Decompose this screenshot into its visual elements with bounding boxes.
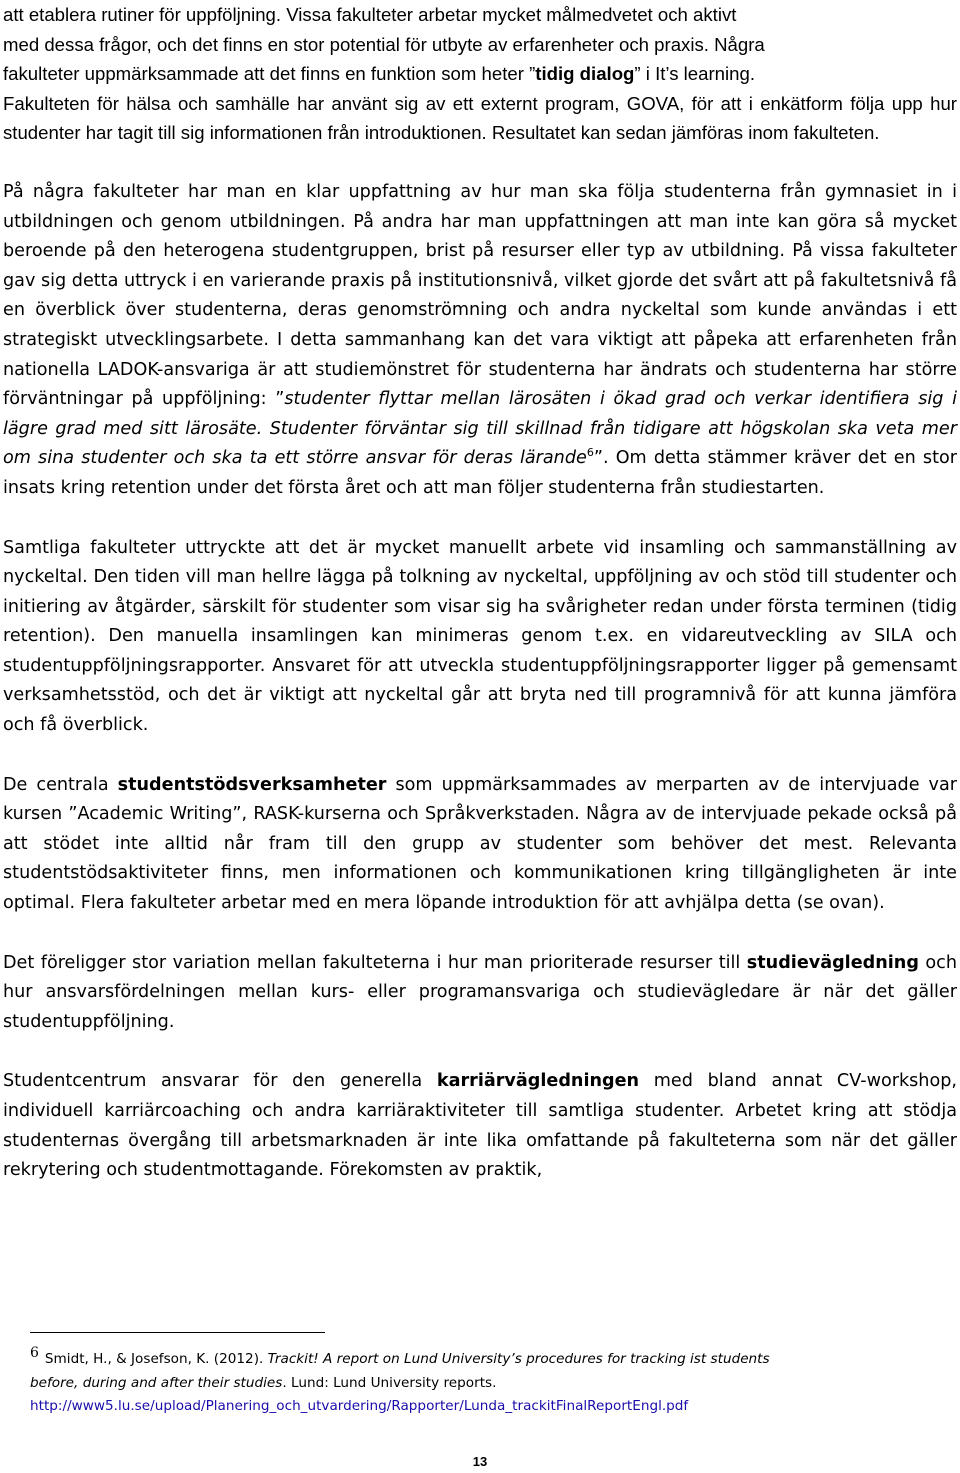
para3-text: Samtliga fakulteter uttryckte att det är mycket manuellt arbete vid insamling och sammanställning av nyckeltal. Den tiden vill man hellre lägga på tolkning av nyckeltal, uppföljning av och stöd till studenter och initiering av åtgärder, särskilt för studenter som visar sig ha svårigheter redan under första terminen (tidig retention). Den manuella insamlingen kan minimeras genom t.ex. en vidareutveckling av SILA och studentuppföljningsrapporter. Ansvaret för att utveckla studentuppföljningsrapporter ligger på gemensamt verksamhetsstöd, och det är viktigt att nyckeltal går att bryta ned till programnivå för att kunna jämföra och få överblick. [3,537,957,736]
footnote [30,1342,810,1419]
para1-line3-post: ” i It’s learning. [634,63,755,85]
footnote-title: Trackit! A report on Lund University’s procedures for tracking ist students before, during and after their studies [30,1351,770,1391]
paragraph-routines [3,0,957,148]
studentstodsverksamheter-term: studentstödsverksamheter [117,774,387,795]
karriarvagledningen-term: karriärvägledningen [436,1071,640,1092]
para1-line2: med dessa frågor, och det finns en stor potential för utbyte av erfarenheter och praxis. Några [3,33,765,55]
paragraph-student-support [3,771,957,919]
footnote-number: 6 [30,1345,39,1361]
ladok-quote: studenter flyttar mellan lärosäten i ökad grad och verkar identifiera sig i lägre grad med sitt lärosäte. Studenter förväntar sig till skillnad från tidigare att högskolan ska veta mer om sina studenter och ska ta ett större ansvar för deras lärande [3,389,957,469]
para6-pre: Studentcentrum ansvarar för den generella [3,1071,437,1092]
paragraph-study-guidance [3,949,957,1038]
footnote-url-link[interactable]: http://www5.lu.se/upload/Planering_och_utvardering/Rapporter/Lunda_trackitFinalReportEngl.pdf [30,1398,689,1414]
footnote-reference: 6 [586,446,594,460]
document-page [3,0,957,1186]
paragraph-gap [3,919,957,949]
paragraph-career-guidance [3,1067,957,1185]
paragraph-gap [3,741,957,771]
para5-pre: Det föreligger stor variation mellan fakulteterna i hur man prioriterade resurser till [3,952,747,973]
para4-post: som uppmärksammades av merparten av de intervjuade var kursen ”Academic Writing”, RASK-kurserna och Språkverkstaden. Några av de intervjuade pekade också på att stödet inte alltid når fram till den grupp av studenter som behöver det mest. Relevanta studentstödsaktiviteter finns, men informationen och kommunikationen kring tillgängligheten är inte optimal. Flera fakulteter arbetar med en mera löpande introduktion för att avhjälpa detta (se ovan). [3,774,957,914]
para4-pre: De centrala [3,774,118,795]
paragraph-gap [3,504,957,534]
para5-post: och hur ansvarsfördelningen mellan kurs- eller programansvariga och studievägledare är när det gäller studentuppföljning. [3,952,957,1032]
para1-rest: Fakulteten för hälsa och samhälle har använt sig av ett externt program, GOVA, för att i enkätform följa upp hur studenter har tagit till sig informationen från introduktionen. Resultatet kan sedan jämföras inom fakulteten. [3,92,957,144]
para2-text-b: ”. Om detta stämmer kräver det en stor insats kring retention under det första året och att man följer studenterna från studiestarten. [3,448,957,498]
para6-post: med bland annat CV-workshop, individuell karriärcoaching och andra karriäraktiviteter till samtliga studenter. Arbetet kring att stödja studenternas övergång till arbetsmarknaden är inte lika omfattande på fakulteterna som när det gäller rekrytering och studentmottagande. Förekomsten av praktik, [3,1071,957,1181]
tidig-dialog-term: tidig dialog [535,63,635,85]
paragraph-manual-work [3,534,957,741]
paragraph-follow-up [3,178,957,504]
page-number: 13 [472,1454,488,1469]
para2-text-a: På några fakulteter har man en klar uppfattning av hur man ska följa studenterna från gymnasiet in i utbildningen och genom utbildningen. På andra har man uppfattningen att man inte kan göra så mycket beroende på den heterogena studentgruppen, brist på resurser eller typ av utbildning. På vissa fakulteter gav sig detta uttryck i en varierande praxis på institutionsnivå, vilket gjorde det svårt att på fakultetsnivå få en överblick över studenterna, deras genomströmning och andra nyckeltal som kunde användas i ett strategiskt utvecklingsarbete. I detta sammanhang kan det vara viktigt att påpeka att erfarenheten från nationella LADOK-ansvariga är att studiemönstret för studenterna har ändrats och studenterna har större förväntningar på uppföljning: ” [3,181,957,410]
studievagledning-term: studievägledning [746,952,919,973]
para1-line3-pre: fakulteter uppmärksammade att det finns en funktion som heter ” [3,63,536,85]
footnote-authors: Smidt, H., & Josefson, K. (2012). [44,1351,268,1367]
paragraph-gap [3,1037,957,1067]
footnote-separator [30,1332,325,1333]
paragraph-gap [3,148,957,178]
footnote-publisher: . Lund: Lund University reports. [282,1374,497,1391]
para1-line1: att etablera rutiner för uppföljning. Vissa fakulteter arbetar mycket målmedvetet och aktivt [3,4,737,25]
